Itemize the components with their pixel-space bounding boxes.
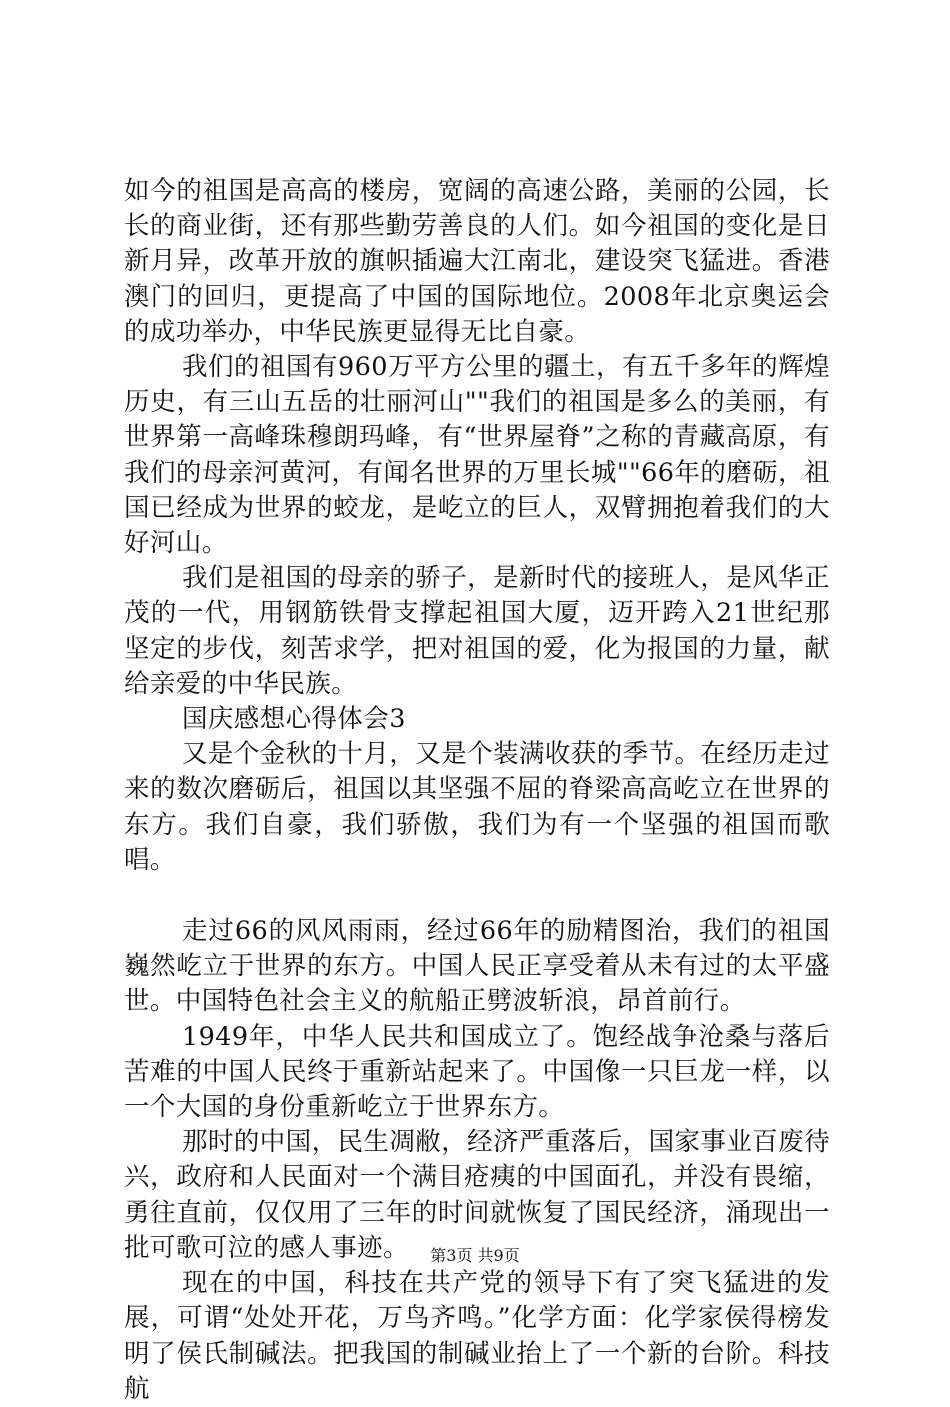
- paragraph: 现在的中国，科技在共产党的领导下有了突飞猛进的发展，可谓“处处开花，万鸟齐鸣。”化学方面：化学家侯得榜发明了侯氏制碱法。把我国的制碱业抬上了一个新的台阶。科技航: [124, 1268, 830, 1404]
- paragraph: 又是个金秋的十月，又是个装满收获的季节。在经历走过来的数次磨砺后，祖国以其坚强不屈的脊梁高高屹立在世界的东方。我们自豪，我们骄傲，我们为有一个坚强的祖国而歌唱。: [124, 739, 830, 875]
- blank-line: [124, 878, 830, 914]
- paragraph: 我们是祖国的母亲的骄子，是新时代的接班人，是风华正茂的一代，用钢筋铁骨支撑起祖国大厦，迈开跨入21世纪那坚定的步伐，刻苦求学，把对祖国的爱，化为报国的力量，献给亲爱的中华民族。: [124, 563, 830, 699]
- document-body: [124, 174, 830, 1407]
- page-footer: 第3页 共9页: [430, 1246, 520, 1265]
- paragraph: 走过66的风风雨雨，经过66年的励精图治，我们的祖国巍然屹立于世界的东方。中国人民正享受着从未有过的太平盛世。中国特色社会主义的航船正劈波斩浪，昂首前行。: [124, 916, 830, 1017]
- paragraph: 我们的祖国有960万平方公里的疆土，有五千多年的辉煌历史，有三山五岳的壮丽河山""我们的祖国是多么的美丽，有世界第一高峰珠穆朗玛峰，有“世界屋脊”之称的青藏高原，有我们的母亲河黄河，有闻名世界的万里长城""66年的磨砺，祖国已经成为世界的蛟龙，是屹立的巨人，双臂拥抱着我们的大好河山。: [124, 352, 830, 559]
- paragraph: 1949年，中华人民共和国成立了。饱经战争沧桑与落后苦难的中国人民终于重新站起来了。中国像一只巨龙一样，以一个大国的身份重新屹立于世界东方。: [124, 1021, 830, 1123]
- paragraph: 那时的中国，民生凋敝，经济严重落后，国家事业百废待兴，政府和人民面对一个满目疮痍的中国面孔，并没有畏缩，勇往直前，仅仅用了三年的时间就恢复了国民经济，涌现出一批可歌可泣的感人事迹。: [124, 1127, 830, 1263]
- paragraph: 如今的祖国是高高的楼房，宽阔的高速公路，美丽的公园，长长的商业街，还有那些勤劳善良的人们。如今祖国的变化是日新月异，改革开放的旗帜插遍大江南北，建设突飞猛进。香港澳门的回归，更提高了中国的国际地位。2008年北京奥运会的成功举办，中华民族更显得无比自豪。: [124, 176, 830, 347]
- section-heading: 国庆感想心得体会3: [182, 704, 406, 735]
